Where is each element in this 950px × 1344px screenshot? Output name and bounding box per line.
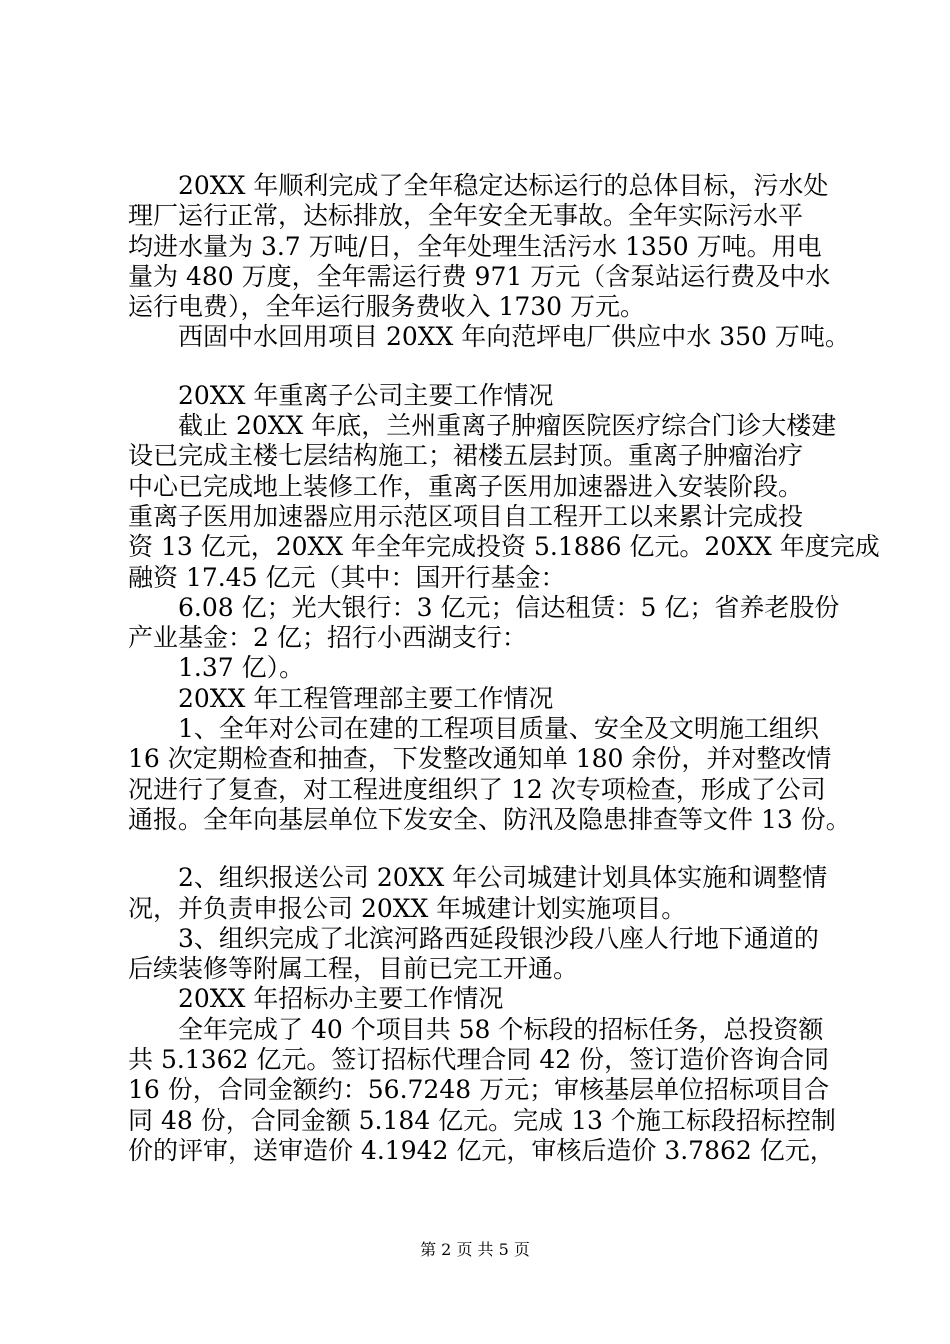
section-heading: 20XX 年招标办主要工作情况 <box>178 984 504 1014</box>
text-line: 中心已完成地上装修工作，重离子医用加速器进入安装阶段。 <box>128 471 804 501</box>
text-line: 后续装修等附属工程，目前已完工开通。 <box>128 954 579 984</box>
text-line: 理厂运行正常，达标排放，全年安全无事故。全年实际污水平 <box>128 201 804 231</box>
text-line: 西固中水回用项目 20XX 年向范坪电厂供应中水 350 万吨。 <box>178 322 850 352</box>
paragraph-gap <box>128 353 828 381</box>
text-line: 融资 17.45 亿元（其中：国开行基金： <box>128 562 566 592</box>
text-line: 16 份，合同金额约：56.7248 万元；审核基层单位招标项目合 <box>128 1075 830 1105</box>
text-line: 共 5.1362 亿元。签订招标代理合同 42 份，签订造价咨询合同 <box>128 1045 830 1075</box>
text-line: 20XX 年顺利完成了全年稳定达标运行的总体目标，污水处 <box>178 171 829 200</box>
text-line: 全年完成了 40 个项目共 58 个标段的招标任务，总投资额 <box>178 1014 824 1044</box>
text-line: 1、全年对公司在建的工程项目质量、安全及文明施工组织 <box>178 714 819 744</box>
text-line: 重离子医用加速器应用示范区项目自工程开工以来累计完成投 <box>128 501 804 531</box>
page-number-footer: 第 2 页 共 5 页 <box>420 1240 530 1259</box>
text-line: 截止 20XX 年底，兰州重离子肿瘤医院医疗综合门诊大楼建 <box>178 411 837 441</box>
text-line: 价的评审，送审造价 4.1942 亿元，审核后造价 3.7862 亿元， <box>128 1135 835 1165</box>
text-line: 均进水量为 3.7 万吨/日，全年处理生活污水 1350 万吨。用电 <box>128 231 822 261</box>
text-line: 同 48 份，合同金额 5.184 亿元。完成 13 个施工标段招标控制 <box>128 1105 836 1135</box>
text-line: 设已完成主楼七层结构施工；裙楼五层封顶。重离子肿瘤治疗 <box>128 441 804 471</box>
text-line: 6.08 亿；光大银行：3 亿元；信达租赁：5 亿；省养老股份 <box>178 592 840 622</box>
text-line: 3、组织完成了北滨河路西延段银沙段八座人行地下通道的 <box>178 923 819 953</box>
text-line: 1.37 亿）。 <box>178 653 305 683</box>
text-line: 2、组织报送公司 20XX 年公司城建计划具体实施和调整情 <box>178 863 828 893</box>
section-heading: 20XX 年重离子公司主要工作情况 <box>178 380 554 410</box>
paragraph-gap <box>128 835 828 863</box>
text-line: 量为 480 万度，全年需运行费 971 万元（含泵站运行费及中水 <box>128 261 831 291</box>
text-line: 况，并负责申报公司 20XX 年城建计划实施项目。 <box>128 893 687 923</box>
text-line: 况进行了复查，对工程进度组织了 12 次专项检查，形成了公司 <box>128 774 826 804</box>
section-heading: 20XX 年工程管理部主要工作情况 <box>178 683 554 713</box>
text-line: 通报。全年向基层单位下发安全、防汛及隐患排查等文件 13 份。 <box>128 804 851 834</box>
text-line: 16 次定期检查和抽查，下发整改通知单 180 余份，并对整改情 <box>128 744 832 774</box>
text-line: 产业基金：2 亿；招行小西湖支行： <box>128 623 527 653</box>
text-line: 运行电费），全年运行服务费收入 1730 万元。 <box>128 292 646 322</box>
document-body <box>128 171 880 1166</box>
text-line: 资 13 亿元，20XX 年全年完成投资 5.1886 亿元。20XX 年度完成 <box>128 532 880 562</box>
